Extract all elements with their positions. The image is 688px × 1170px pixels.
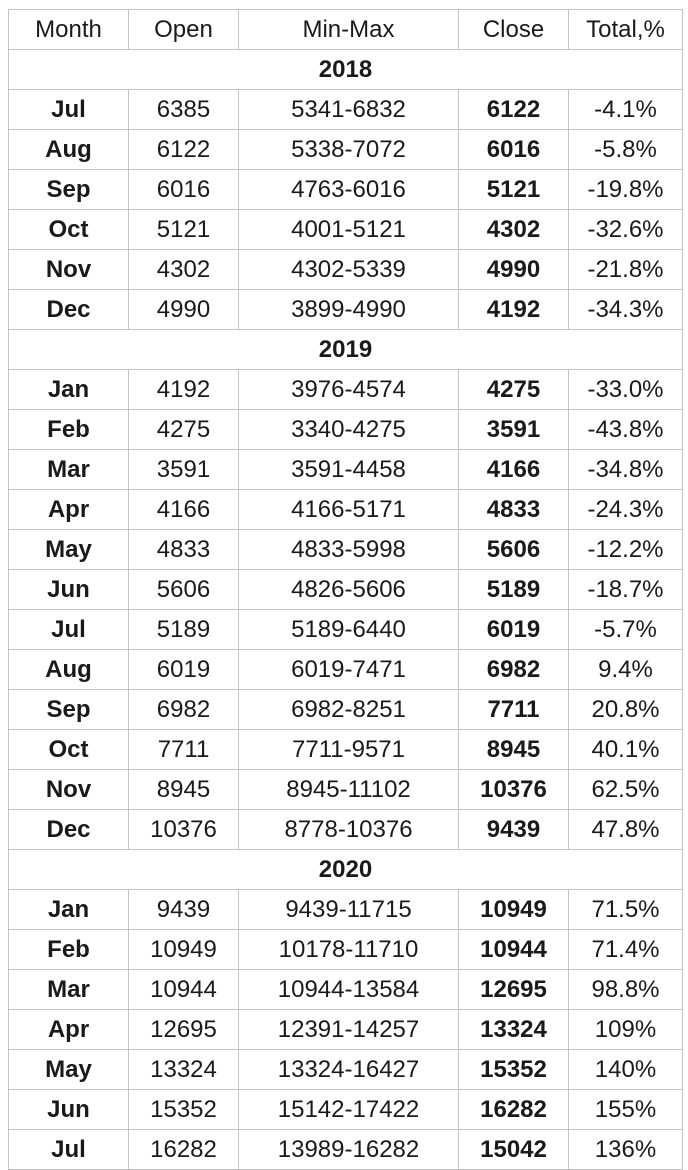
min-max-cell: 3340-4275 bbox=[239, 410, 459, 450]
table-row bbox=[9, 730, 683, 770]
total-percent-cell: -5.7% bbox=[569, 610, 683, 650]
open-cell: 5189 bbox=[129, 610, 239, 650]
close-cell: 5121 bbox=[459, 170, 569, 210]
open-cell: 4833 bbox=[129, 530, 239, 570]
min-max-cell: 3899-4990 bbox=[239, 290, 459, 330]
close-cell: 6122 bbox=[459, 90, 569, 130]
table-row bbox=[9, 250, 683, 290]
open-cell: 6385 bbox=[129, 90, 239, 130]
total-percent-cell: -34.8% bbox=[569, 450, 683, 490]
close-cell: 9439 bbox=[459, 810, 569, 850]
min-max-cell: 10178-11710 bbox=[239, 930, 459, 970]
close-cell: 12695 bbox=[459, 970, 569, 1010]
min-max-cell: 5189-6440 bbox=[239, 610, 459, 650]
table-row bbox=[9, 690, 683, 730]
month-cell: Sep bbox=[9, 170, 129, 210]
close-cell: 10376 bbox=[459, 770, 569, 810]
close-cell: 16282 bbox=[459, 1090, 569, 1130]
total-percent-cell: 71.4% bbox=[569, 930, 683, 970]
total-percent-cell: -21.8% bbox=[569, 250, 683, 290]
month-cell: Mar bbox=[9, 970, 129, 1010]
total-percent-cell: 9.4% bbox=[569, 650, 683, 690]
min-max-cell: 4763-6016 bbox=[239, 170, 459, 210]
open-cell: 6019 bbox=[129, 650, 239, 690]
open-cell: 3591 bbox=[129, 450, 239, 490]
month-cell: Aug bbox=[9, 130, 129, 170]
year-label: 2019 bbox=[9, 330, 683, 370]
month-cell: Jul bbox=[9, 90, 129, 130]
total-percent-cell: -32.6% bbox=[569, 210, 683, 250]
month-cell: Sep bbox=[9, 690, 129, 730]
open-cell: 10949 bbox=[129, 930, 239, 970]
total-percent-cell: -33.0% bbox=[569, 370, 683, 410]
table-row bbox=[9, 890, 683, 930]
open-cell: 15352 bbox=[129, 1090, 239, 1130]
open-cell: 10944 bbox=[129, 970, 239, 1010]
total-percent-cell: 155% bbox=[569, 1090, 683, 1130]
total-percent-cell: 98.8% bbox=[569, 970, 683, 1010]
header-close: Close bbox=[459, 10, 569, 50]
min-max-cell: 4001-5121 bbox=[239, 210, 459, 250]
open-cell: 10376 bbox=[129, 810, 239, 850]
year-row bbox=[9, 850, 683, 890]
open-cell: 5606 bbox=[129, 570, 239, 610]
total-percent-cell: -19.8% bbox=[569, 170, 683, 210]
year-row bbox=[9, 50, 683, 90]
open-cell: 4302 bbox=[129, 250, 239, 290]
min-max-cell: 13989-16282 bbox=[239, 1130, 459, 1170]
month-cell: Jul bbox=[9, 1130, 129, 1170]
table-row bbox=[9, 810, 683, 850]
total-percent-cell: 20.8% bbox=[569, 690, 683, 730]
total-percent-cell: -34.3% bbox=[569, 290, 683, 330]
total-percent-cell: 40.1% bbox=[569, 730, 683, 770]
open-cell: 4990 bbox=[129, 290, 239, 330]
total-percent-cell: -4.1% bbox=[569, 90, 683, 130]
open-cell: 16282 bbox=[129, 1130, 239, 1170]
min-max-cell: 4826-5606 bbox=[239, 570, 459, 610]
close-cell: 4833 bbox=[459, 490, 569, 530]
table-header bbox=[9, 10, 683, 50]
close-cell: 4302 bbox=[459, 210, 569, 250]
min-max-cell: 8945-11102 bbox=[239, 770, 459, 810]
total-percent-cell: -12.2% bbox=[569, 530, 683, 570]
header-open: Open bbox=[129, 10, 239, 50]
open-cell: 9439 bbox=[129, 890, 239, 930]
min-max-cell: 8778-10376 bbox=[239, 810, 459, 850]
total-percent-cell: -5.8% bbox=[569, 130, 683, 170]
table-row bbox=[9, 170, 683, 210]
close-cell: 6016 bbox=[459, 130, 569, 170]
table-row bbox=[9, 610, 683, 650]
close-cell: 15042 bbox=[459, 1130, 569, 1170]
header-total-percent: Total,% bbox=[569, 10, 683, 50]
close-cell: 4275 bbox=[459, 370, 569, 410]
table-row bbox=[9, 410, 683, 450]
month-cell: Dec bbox=[9, 290, 129, 330]
open-cell: 7711 bbox=[129, 730, 239, 770]
close-cell: 5189 bbox=[459, 570, 569, 610]
min-max-cell: 4833-5998 bbox=[239, 530, 459, 570]
table-row bbox=[9, 570, 683, 610]
month-cell: Jan bbox=[9, 370, 129, 410]
table-row bbox=[9, 1130, 683, 1170]
header-month: Month bbox=[9, 10, 129, 50]
table-row bbox=[9, 210, 683, 250]
min-max-cell: 10944-13584 bbox=[239, 970, 459, 1010]
open-cell: 6122 bbox=[129, 130, 239, 170]
close-cell: 6019 bbox=[459, 610, 569, 650]
min-max-cell: 3976-4574 bbox=[239, 370, 459, 410]
close-cell: 4166 bbox=[459, 450, 569, 490]
min-max-cell: 4302-5339 bbox=[239, 250, 459, 290]
month-cell: Nov bbox=[9, 250, 129, 290]
month-cell: Jan bbox=[9, 890, 129, 930]
min-max-cell: 12391-14257 bbox=[239, 1010, 459, 1050]
year-label: 2018 bbox=[9, 50, 683, 90]
month-cell: Feb bbox=[9, 410, 129, 450]
min-max-cell: 9439-11715 bbox=[239, 890, 459, 930]
close-cell: 13324 bbox=[459, 1010, 569, 1050]
total-percent-cell: 71.5% bbox=[569, 890, 683, 930]
min-max-cell: 5341-6832 bbox=[239, 90, 459, 130]
open-cell: 12695 bbox=[129, 1010, 239, 1050]
close-cell: 10949 bbox=[459, 890, 569, 930]
total-percent-cell: -18.7% bbox=[569, 570, 683, 610]
header-row bbox=[9, 10, 683, 50]
close-cell: 4990 bbox=[459, 250, 569, 290]
month-cell: Nov bbox=[9, 770, 129, 810]
month-cell: Feb bbox=[9, 930, 129, 970]
min-max-cell: 4166-5171 bbox=[239, 490, 459, 530]
total-percent-cell: 109% bbox=[569, 1010, 683, 1050]
month-cell: Dec bbox=[9, 810, 129, 850]
month-cell: Oct bbox=[9, 730, 129, 770]
table-row bbox=[9, 1010, 683, 1050]
min-max-cell: 3591-4458 bbox=[239, 450, 459, 490]
table-row bbox=[9, 290, 683, 330]
month-cell: Apr bbox=[9, 490, 129, 530]
close-cell: 15352 bbox=[459, 1050, 569, 1090]
open-cell: 4192 bbox=[129, 370, 239, 410]
month-cell: Apr bbox=[9, 1010, 129, 1050]
total-percent-cell: 62.5% bbox=[569, 770, 683, 810]
table-row bbox=[9, 530, 683, 570]
close-cell: 3591 bbox=[459, 410, 569, 450]
table-row bbox=[9, 970, 683, 1010]
total-percent-cell: 140% bbox=[569, 1050, 683, 1090]
total-percent-cell: -24.3% bbox=[569, 490, 683, 530]
table-row bbox=[9, 90, 683, 130]
year-label: 2020 bbox=[9, 850, 683, 890]
min-max-cell: 13324-16427 bbox=[239, 1050, 459, 1090]
total-percent-cell: -43.8% bbox=[569, 410, 683, 450]
total-percent-cell: 136% bbox=[569, 1130, 683, 1170]
min-max-cell: 6982-8251 bbox=[239, 690, 459, 730]
open-cell: 8945 bbox=[129, 770, 239, 810]
min-max-cell: 7711-9571 bbox=[239, 730, 459, 770]
open-cell: 4166 bbox=[129, 490, 239, 530]
month-cell: May bbox=[9, 530, 129, 570]
open-cell: 13324 bbox=[129, 1050, 239, 1090]
table-row bbox=[9, 770, 683, 810]
table-row bbox=[9, 1090, 683, 1130]
table-row bbox=[9, 450, 683, 490]
close-cell: 8945 bbox=[459, 730, 569, 770]
close-cell: 7711 bbox=[459, 690, 569, 730]
forecast-table bbox=[8, 9, 683, 1170]
open-cell: 6016 bbox=[129, 170, 239, 210]
header-min-max: Min-Max bbox=[239, 10, 459, 50]
open-cell: 5121 bbox=[129, 210, 239, 250]
table-row bbox=[9, 650, 683, 690]
total-percent-cell: 47.8% bbox=[569, 810, 683, 850]
month-cell: Oct bbox=[9, 210, 129, 250]
table-row bbox=[9, 1050, 683, 1090]
min-max-cell: 5338-7072 bbox=[239, 130, 459, 170]
month-cell: Aug bbox=[9, 650, 129, 690]
month-cell: May bbox=[9, 1050, 129, 1090]
table-row bbox=[9, 490, 683, 530]
month-cell: Jul bbox=[9, 610, 129, 650]
month-cell: Mar bbox=[9, 450, 129, 490]
close-cell: 5606 bbox=[459, 530, 569, 570]
table-body bbox=[9, 50, 683, 1170]
year-row bbox=[9, 330, 683, 370]
close-cell: 4192 bbox=[459, 290, 569, 330]
table-row bbox=[9, 930, 683, 970]
close-cell: 6982 bbox=[459, 650, 569, 690]
open-cell: 4275 bbox=[129, 410, 239, 450]
min-max-cell: 15142-17422 bbox=[239, 1090, 459, 1130]
close-cell: 10944 bbox=[459, 930, 569, 970]
month-cell: Jun bbox=[9, 570, 129, 610]
open-cell: 6982 bbox=[129, 690, 239, 730]
table-row bbox=[9, 370, 683, 410]
min-max-cell: 6019-7471 bbox=[239, 650, 459, 690]
month-cell: Jun bbox=[9, 1090, 129, 1130]
table-row bbox=[9, 130, 683, 170]
